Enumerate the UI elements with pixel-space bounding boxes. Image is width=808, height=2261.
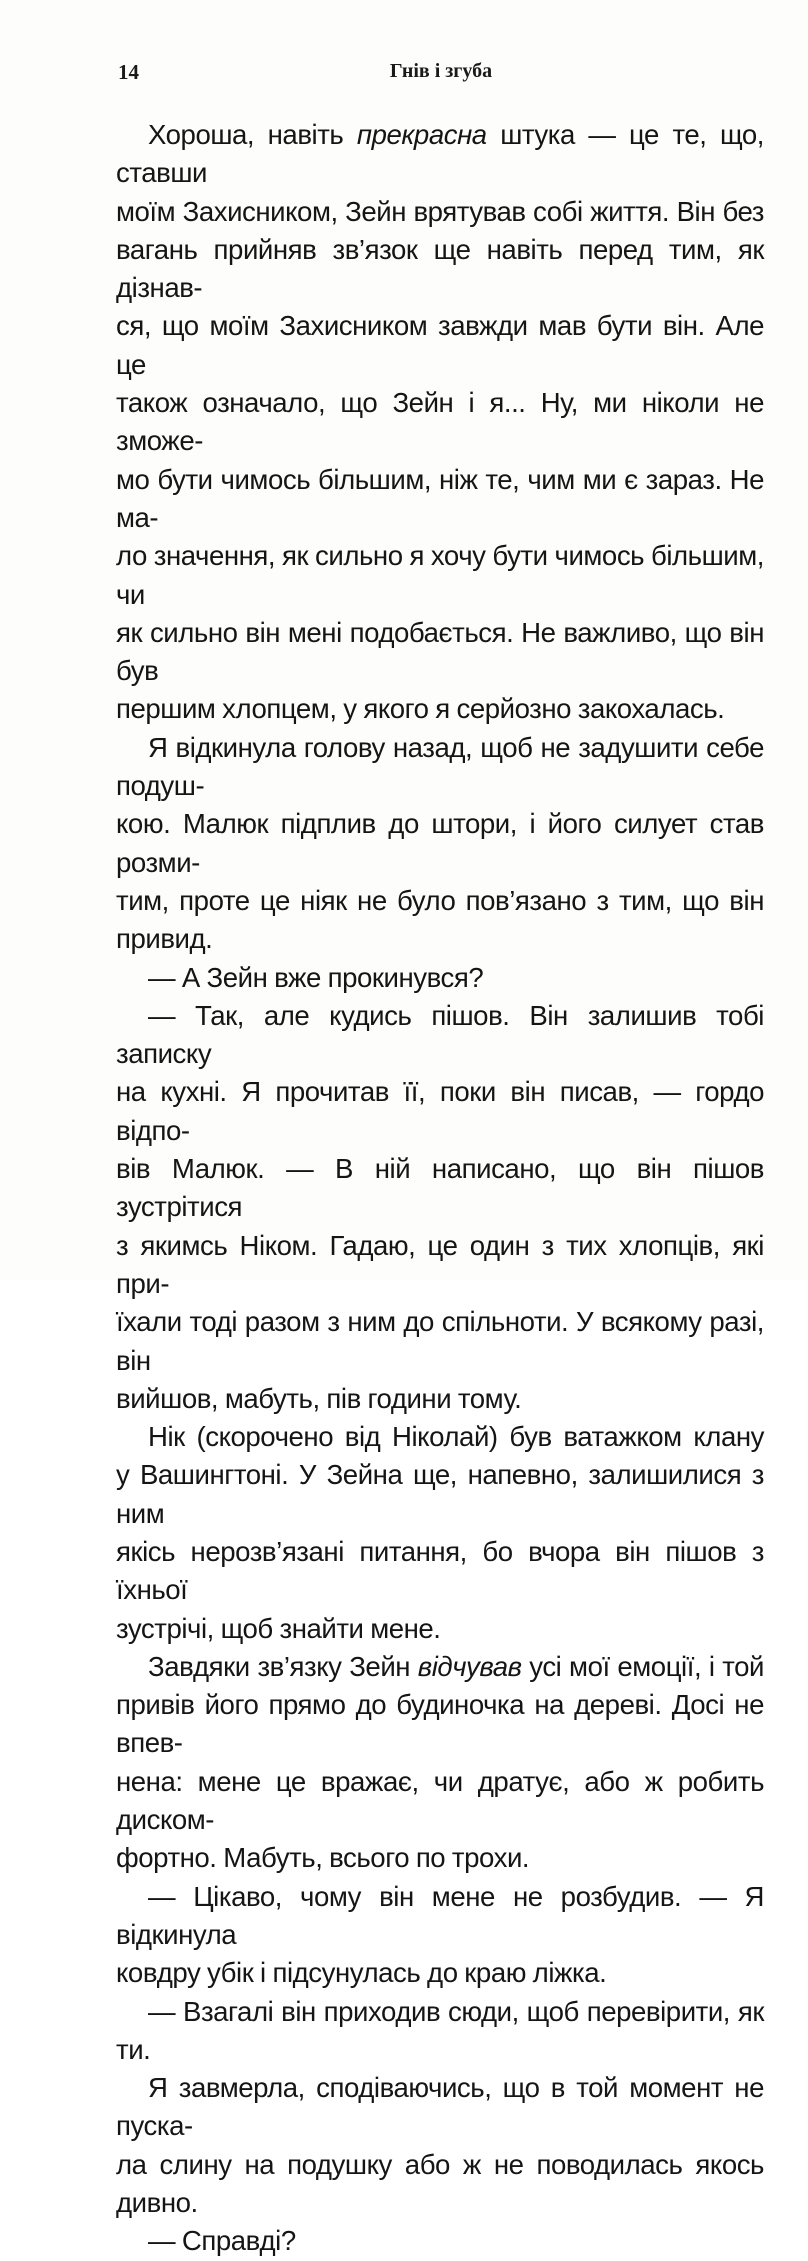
text-run: ковдру убік і підсунулась до краю ліжка. [116, 1957, 607, 1989]
text-line [116, 1227, 764, 1304]
running-title: Гнів і згуба [389, 60, 493, 82]
page-header [118, 60, 764, 90]
text-run: — Справді? [148, 2225, 296, 2257]
text-run: Я відкинула голову назад, щоб не задушити себе подуш- [116, 731, 764, 802]
text-line [116, 1073, 764, 1150]
text-run: першим хлопцем, у якого я серйозно закохалась. [116, 693, 725, 725]
text-run: вийшов, мабуть, пів години тому. [116, 1382, 522, 1414]
text-run: тим, проте це ніяк не було пов’язано з тим, що він привид. [116, 884, 764, 955]
text-line [116, 729, 764, 806]
text-line [116, 959, 764, 997]
text-line [116, 1456, 764, 1533]
text-line [116, 1954, 764, 1992]
text-line [116, 690, 764, 728]
paragraph [116, 1418, 764, 1648]
text-line [116, 193, 764, 231]
text-line [116, 1418, 764, 1456]
text-run: — А Зейн вже прокинувся? [148, 961, 484, 993]
text-run: моїм Захисником, Зейн врятував собі життя. Він без [116, 195, 764, 227]
text-line [116, 997, 764, 1074]
text-line [116, 307, 764, 384]
text-line [116, 614, 764, 691]
text-line [116, 116, 764, 193]
paragraph [116, 729, 764, 959]
text-run: ло значення, як сильно я хочу бути чимось більшим, чи [116, 540, 764, 610]
text-run: фортно. Мабуть, всього по трохи. [116, 1842, 530, 1874]
text-run: якісь нерозв’язані питання, бо вчора він пішов з їхньої [116, 1535, 764, 1606]
italic-emphasis: прекрасна [356, 119, 487, 150]
paragraph [116, 2222, 764, 2260]
text-line [116, 1303, 764, 1380]
text-run: у Вашингтоні. У Зейна ще, напевно, залишилися з ним [116, 1459, 764, 1529]
text-run: кою. Малюк підплив до штори, і його силует став розми- [116, 808, 764, 878]
text-run: Завдяки зв’язку Зейн [148, 1650, 418, 1682]
page-number: 14 [118, 60, 139, 84]
text-line [116, 1150, 764, 1227]
text-run: Хороша, навіть [148, 119, 357, 150]
body-text [116, 116, 764, 2261]
italic-emphasis: відчував [417, 1650, 522, 1682]
paragraph [116, 1648, 764, 1878]
paragraph [116, 959, 764, 997]
text-run: їхали тоді разом з ним до спільноти. У всякому разі, він [116, 1306, 764, 1376]
text-line [116, 1993, 764, 2070]
text-run: — Цікаво, чому він мене не розбудив. — Я відкинула [116, 1880, 764, 1950]
paragraph [116, 2069, 764, 2222]
text-line [116, 1610, 764, 1648]
text-line [116, 384, 764, 461]
text-run: вів Малюк. — В ній написано, що він пішов зустрітися [116, 1153, 764, 1223]
text-line [116, 537, 764, 614]
text-run: зустрічі, щоб знайти мене. [116, 1612, 441, 1644]
text-run: мо бути чимось більшим, ніж те, чим ми є зараз. Не ма- [116, 463, 764, 533]
text-run: Нік (скорочено від Ніколай) був ватажком клану [148, 1421, 764, 1453]
paragraph [116, 1993, 764, 2070]
text-line [116, 1839, 764, 1877]
text-line [116, 2069, 764, 2146]
text-run: нена: мене це вражає, чи дратує, або ж робить диском- [116, 1765, 764, 1836]
text-line [116, 231, 764, 308]
text-line [116, 1763, 764, 1840]
paragraph [116, 1878, 764, 1993]
text-line [116, 461, 764, 538]
text-line [116, 1380, 764, 1418]
text-run: як сильно він мені подобається. Не важливо, що він був [116, 616, 764, 687]
text-run: з якимсь Ніком. Гадаю, це один з тих хлопців, які при- [116, 1229, 764, 1299]
text-line [116, 1648, 764, 1686]
text-line [116, 1533, 764, 1610]
text-line [116, 882, 764, 959]
text-run: — Взагалі він приходив сюди, щоб перевірити, як ти. [116, 1995, 764, 2065]
text-run: також означало, що Зейн і я... Ну, ми ніколи не зможе- [116, 387, 764, 457]
text-line [116, 2146, 764, 2223]
paragraph [116, 997, 764, 1418]
text-line [116, 1686, 764, 1763]
text-line [116, 2222, 764, 2260]
text-run: — Так, але кудись пішов. Він залишив тобі записку [116, 999, 764, 1070]
text-run: на кухні. Я прочитав її, поки він писав, — гордо відпо- [116, 1076, 764, 1146]
paragraph [116, 116, 764, 729]
text-run: вагань прийняв зв’язок ще навіть перед тим, як дізнав- [116, 233, 764, 304]
text-run: ся, що моїм Захисником завжди мав бути він. Але це [116, 310, 764, 380]
text-run: усі мої емоції, і той [521, 1650, 764, 1682]
text-line [116, 1878, 764, 1955]
text-run: привів його прямо до будиночка на дереві. Досі не впев- [116, 1689, 764, 1759]
text-run: штука — це те, що, ставши [116, 119, 764, 189]
text-line [116, 805, 764, 882]
text-run: Я завмерла, сподіваючись, що в той момент не пуска- [116, 2072, 764, 2142]
text-run: ла слину на подушку або ж не поводилась якось дивно. [116, 2148, 764, 2219]
